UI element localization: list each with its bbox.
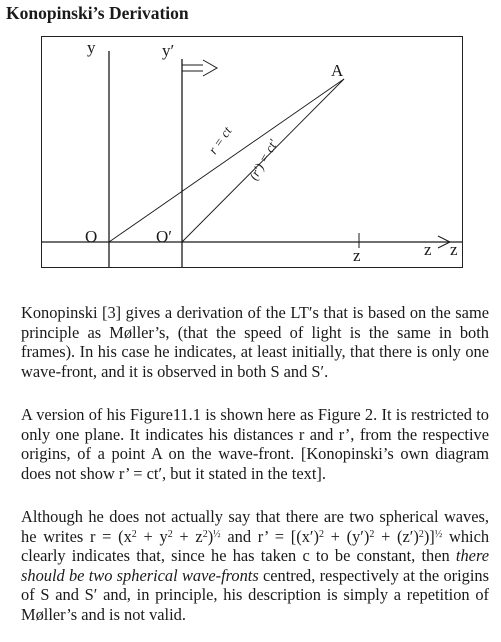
text: + (y′) (323, 526, 370, 546)
superscript: 2 (369, 528, 375, 540)
velocity-arrow-icon (182, 60, 217, 76)
label-z-prime: z (424, 240, 432, 259)
superscript: 2 (318, 528, 324, 540)
label-point-a: A (331, 61, 344, 80)
superscript: 2 (167, 528, 173, 540)
superscript: ½ (434, 528, 443, 540)
superscript: 2 (418, 528, 424, 540)
line-r (109, 79, 344, 242)
label-origin-o: O (85, 227, 98, 246)
superscript: ½ (213, 528, 221, 540)
label-origin-o-prime: O′ (156, 227, 172, 246)
label-z: z (450, 240, 458, 259)
paragraph-1: Konopinski [3] gives a derivation of the LT′s that is based on the same principle as Møller’s, (that the speed of light is the same in both frames). In his case he indicates, at least initially, that there is only one wave-front, and it is observed in both S and S′. (21, 303, 489, 381)
text: + (z′) (374, 526, 419, 546)
paragraph-3 (21, 507, 489, 625)
label-r-prime-equals-ct-prime: (r′) = ct′ (245, 136, 281, 183)
text: Although he does not actually say that there are two spherical waves, he writes r = (x (21, 507, 489, 546)
text: centred, respectively at the origins of S and S′ and, in principle, his description is simply a repetition of Møller’s and is not valid. (21, 565, 489, 624)
text: and r’ = [(x′) (220, 526, 319, 546)
text: + z (172, 526, 203, 546)
label-y-prime: y′ (162, 41, 175, 60)
superscript: 2 (131, 528, 137, 540)
figure-2-diagram (41, 36, 463, 268)
emphasis: there should be two spherical wave-fronts (21, 546, 489, 585)
label-z-tick: z (353, 246, 361, 265)
paragraph-2: A version of his Figure11.1 is shown here as Figure 2. It is restricted to only one plane. It indicates his distances r and r’, from the respective origins, of a point A on the wave-front. [Konopinski’s own diagram does not show r’ = ct′, but it stated in the text]. (21, 405, 489, 483)
section-title: Konopinski’s Derivation (6, 3, 189, 23)
text: which clearly indicates that, since he has taken c to be constant, then (21, 526, 490, 566)
text: )] (423, 526, 435, 546)
text: ) (207, 526, 214, 546)
label-r-equals-ct: r = ct (205, 123, 235, 157)
text: + y (136, 526, 168, 546)
superscript: 2 (202, 528, 208, 540)
label-y: y (87, 38, 96, 57)
